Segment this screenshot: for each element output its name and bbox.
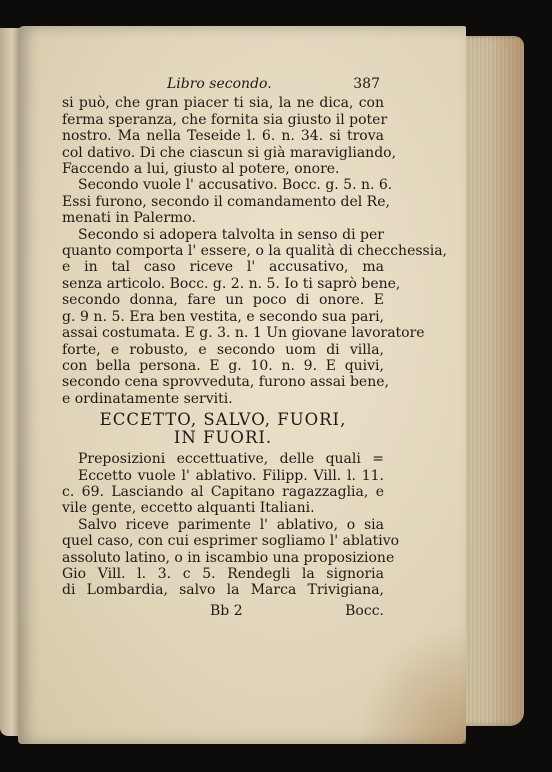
text-line: con bella persona. E g. 10. n. 9. E quivi,	[62, 357, 384, 374]
text-line: quel caso, con cui esprimer sogliamo l' ablativo	[62, 533, 400, 550]
paragraph-block-secondo	[62, 95, 448, 407]
text-line: assoluto latino, o in iscambio una proposizione	[62, 549, 395, 566]
page-number: 387	[353, 76, 380, 92]
text-line: Preposizioni eccettuative, delle quali =	[78, 451, 384, 468]
paragraph-block-eccetto	[62, 451, 400, 599]
fore-edge-stain	[488, 36, 524, 726]
catchword: Bocc.	[345, 602, 384, 619]
signature-mark: Bb 2	[210, 602, 243, 619]
text-line: vile gente, eccetto alquanti Italiani.	[62, 500, 315, 517]
running-header	[62, 76, 384, 92]
page-footer	[62, 603, 384, 619]
section-heading-line-1: ECCETTO, SALVO, FUORI,	[99, 410, 347, 430]
text-line: col dativo. Di che ciascun si già maravigliando,	[62, 144, 397, 161]
text-line: nostro. Ma nella Teseide l. 6. n. 34. si trova	[62, 128, 384, 145]
section-heading-line-2: IN FUORI.	[173, 428, 273, 448]
running-title: Libro secondo.	[167, 76, 272, 92]
text-line: assai costumata. E g. 3. n. 1 Un giovane lavoratore	[62, 325, 425, 342]
text-line: Eccetto vuole l' ablativo. Filipp. Vill. l. 11.	[78, 467, 384, 484]
text-line: Gio Vill. l. 3. c 5. Rendegli la signoria	[62, 565, 384, 582]
text-line: secondo donna, fare un poco di onore. E	[62, 292, 384, 309]
text-line: si può, che gran piacer ti sia, la ne dica, con	[62, 95, 384, 112]
left-page-edge	[0, 28, 20, 736]
text-line: Essi furono, secondo il comandamento del Re,	[62, 193, 390, 210]
text-line: forte, e robusto, e secondo uom di villa,	[62, 341, 384, 358]
text-line: secondo cena sprovveduta, furono assai bene,	[62, 374, 389, 391]
text-line: c. 69. Lasciando al Capitano ragazzaglia, e	[62, 483, 384, 500]
text-line: Secondo vuole l' accusativo. Bocc. g. 5. n. 6.	[78, 177, 393, 194]
book-fore-edge	[458, 36, 524, 726]
text-line: di Lombardia, salvo la Marca Trivigiana,	[62, 582, 384, 599]
page-text-block	[62, 76, 448, 619]
text-line: ferma speranza, che fornita sia giusto il poter	[62, 111, 388, 128]
text-line: g. 9 n. 5. Era ben vestita, e secondo sua pari,	[62, 308, 384, 325]
text-line: e ordinatamente serviti.	[62, 390, 233, 407]
text-line: e in tal caso riceve l' accusativo, ma	[62, 259, 384, 276]
text-line: senza articolo. Bocc. g. 2. n. 5. Io ti saprò bene,	[62, 275, 401, 292]
text-line: quanto comporta l' essere, o la qualità di checchessia,	[62, 243, 448, 260]
text-line: menati in Palermo.	[62, 210, 196, 227]
text-line: Faccendo a lui, giusto al potere, onore.	[62, 161, 340, 178]
text-line: Salvo riceve parimente l' ablativo, o sia	[78, 516, 384, 533]
page-stain	[356, 624, 466, 744]
text-line: Secondo si adopera talvolta in senso di per	[78, 226, 384, 243]
